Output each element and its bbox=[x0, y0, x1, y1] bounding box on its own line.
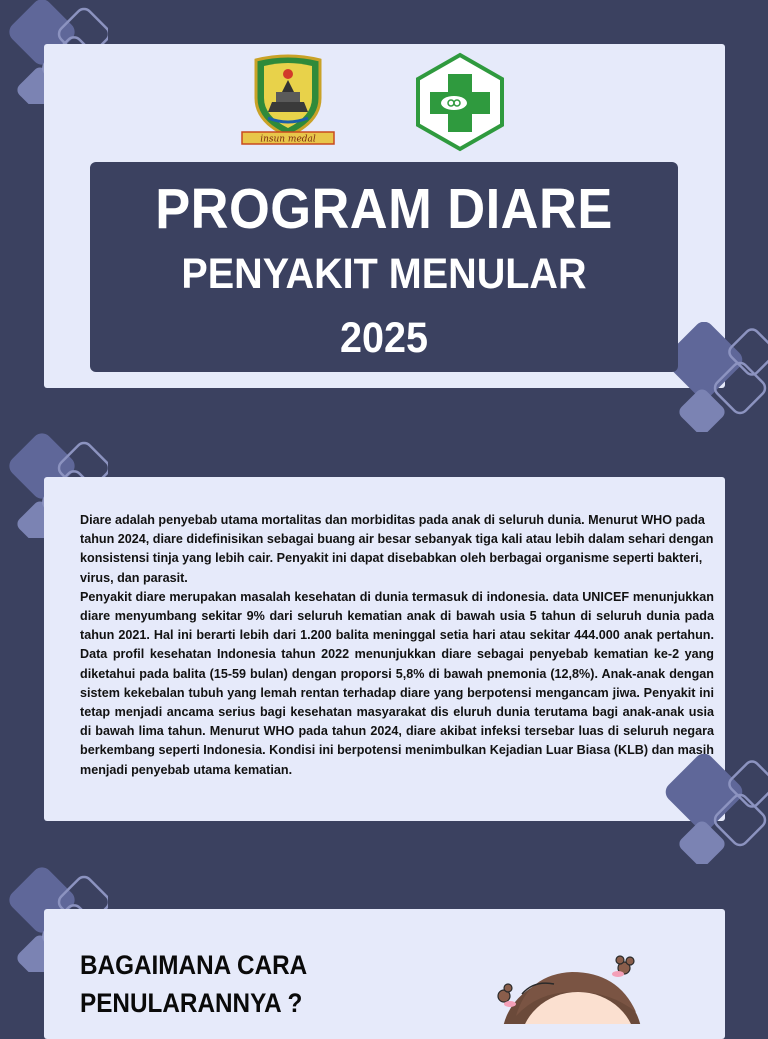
title-banner bbox=[90, 162, 678, 372]
intro-paragraph-1: Diare adalah penyebab utama mortalitas dan morbiditas pada anak di seluruh dunia. Menurut WHO pada tahun 2024, diare didefinisikan sebagai buang air besar sebanyak tiga kali atau lebih dalam sehari dengan konsistensi tinja yang lebih cair. Penyakit ini dapat disebabkan oleh berbagai organisme seperti bakteri, virus, dan parasit. bbox=[80, 513, 714, 585]
transmission-heading bbox=[80, 946, 377, 1022]
intro-text bbox=[80, 511, 714, 780]
regency-emblem-logo bbox=[238, 52, 338, 148]
regency-logo-text: insun medal bbox=[260, 134, 316, 145]
child-illustration bbox=[488, 950, 658, 1024]
transmission-heading-line2: PENULARANNYA ? bbox=[80, 988, 303, 1018]
transmission-heading-line1: BAGAIMANA CARA bbox=[80, 950, 308, 980]
page-year: 2025 bbox=[339, 314, 429, 362]
intro-paragraph-2: Penyakit diare merupakan masalah kesehatan di dunia termasuk di indonesia. data UNICEF menunjukkan diare menyumbang sekitar 9% dari seluruh kematian anak di bawah usia 5 tahun di seluruh dunia pada tahun 2021. Hal ini berarti lebih dari 1.200 balita meninggal setia hari atau sekitar 444.000 anak pertahun. Data profil kesehatan Indonesia tahun 2022 menunjukkan diare sebagai penyebab kematian ke-2 yang diketahui pada balita (15-59 bulan) dengan proporsi 5,8% di bawah pnemonia (12,8%). Anak-anak dengan sistem kekebalan tubuh yang lemah rentan terhadap diare yang berpotensi mengancam jiwa. Penyakit ini tetap menjadi ancama serius bagi kesehatan masyarakat dis eluruh dunia terutama bagi anak-anak usia di bawah lima tahun. Menurut WHO pada tahun 2024, diare akibat infeksi tersebar luas di seluruh negara berkembang seperti Indonesia. Kondisi ini berpotensi menimbulkan Kejadian Luar Biasa (KLB) dan masih menjadi penyebab utama kematian. bbox=[80, 589, 714, 777]
health-cross-icon bbox=[414, 52, 506, 152]
page-subtitle: PENYAKIT MENULAR bbox=[181, 250, 587, 298]
page-title: PROGRAM DIARE bbox=[155, 177, 613, 241]
